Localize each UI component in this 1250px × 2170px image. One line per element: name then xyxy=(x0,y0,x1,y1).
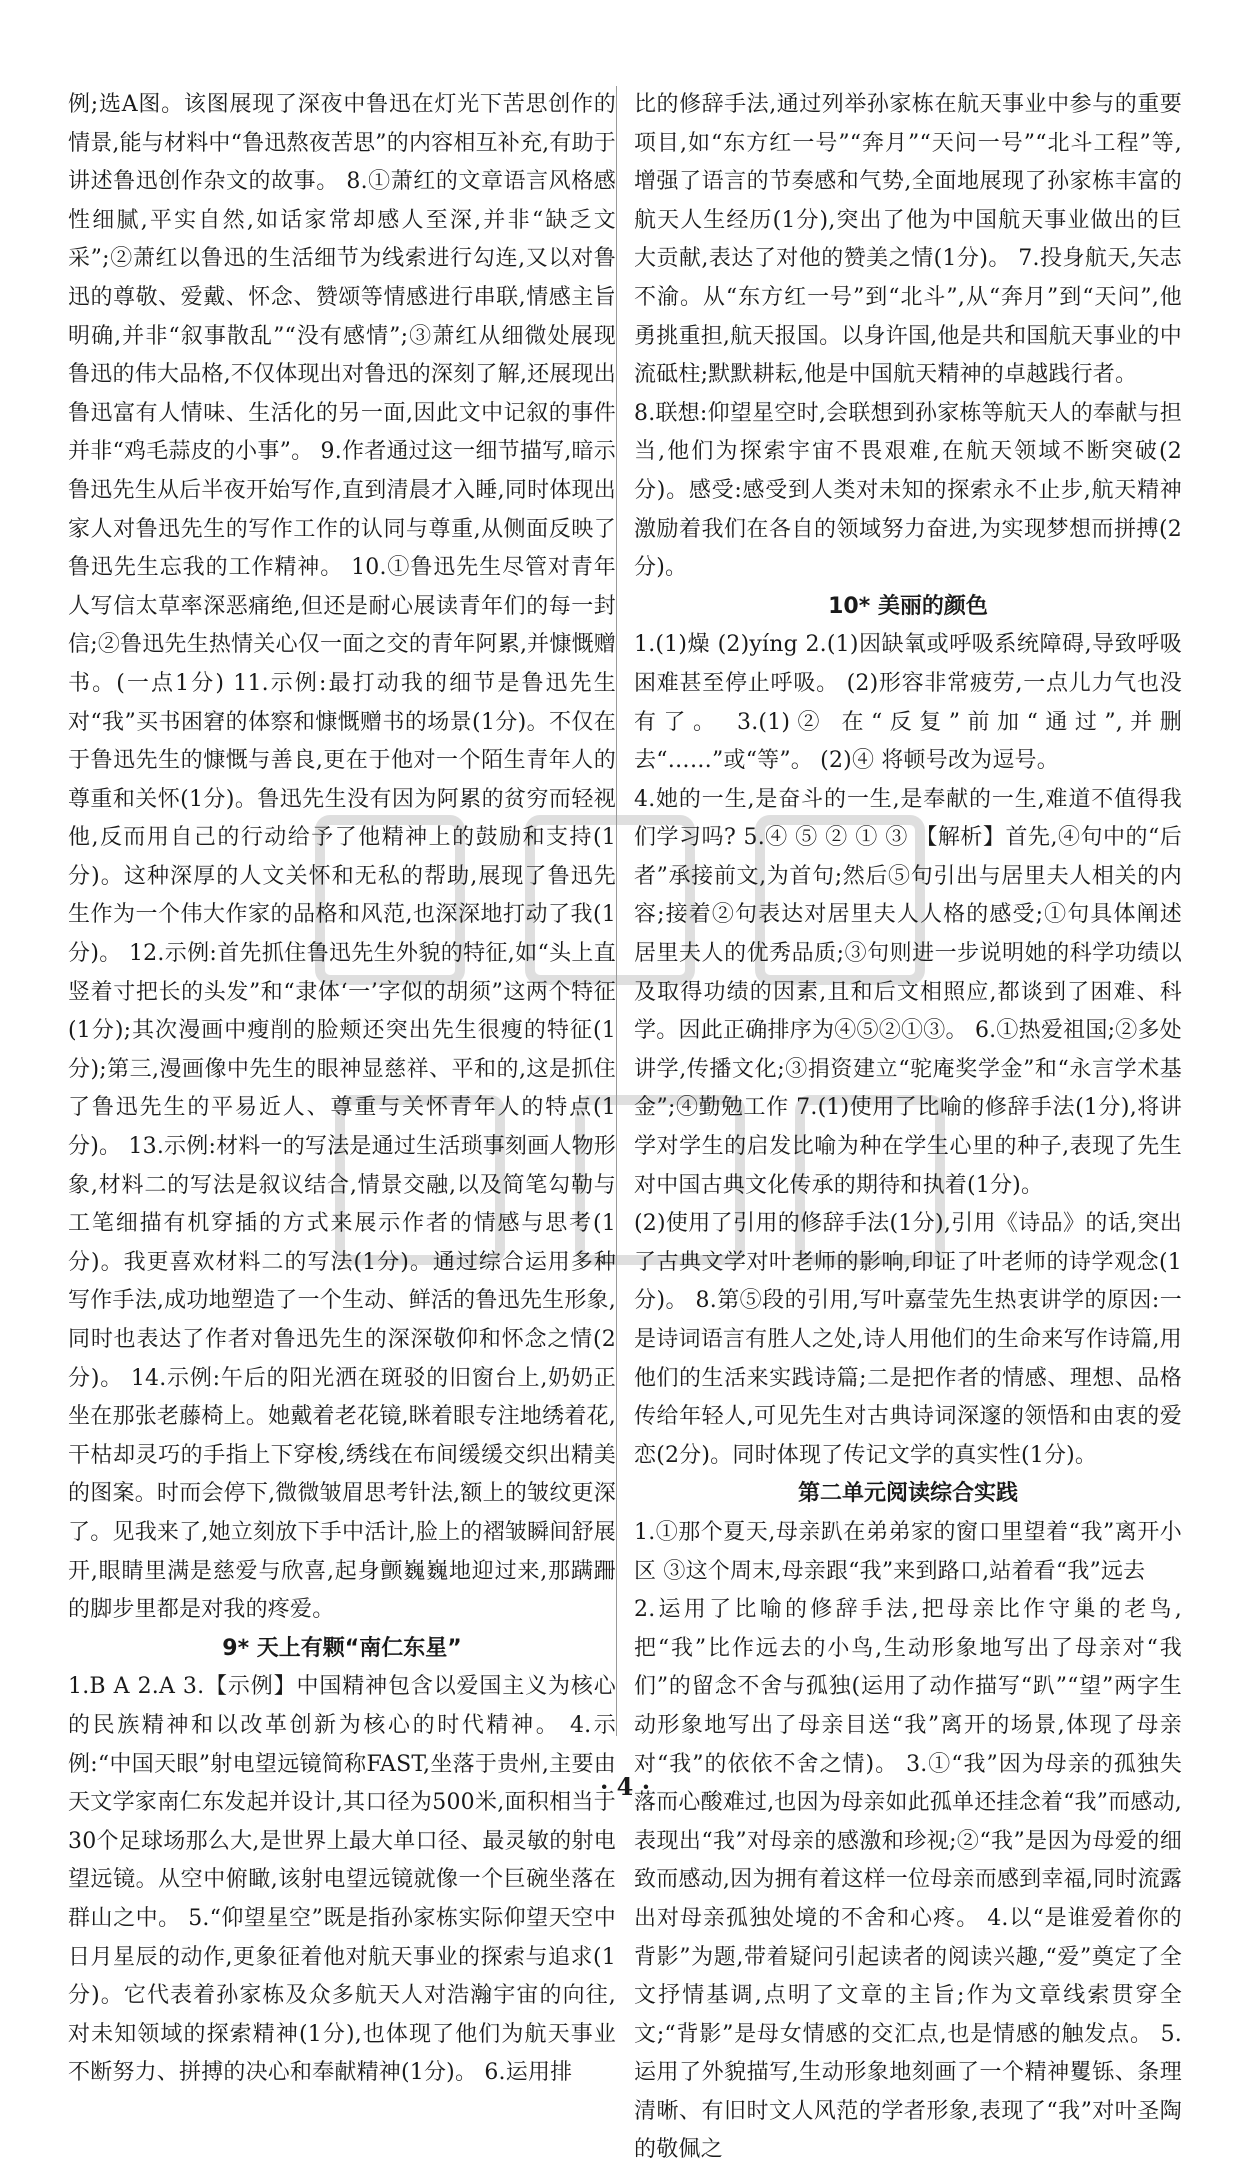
section-title-unit-2-practice: 第二单元阅读综合实践 xyxy=(797,1481,1018,1507)
column-divider xyxy=(616,86,617,1736)
section-title-lesson-10: 10* 美丽的颜色 xyxy=(828,593,988,619)
answer-paragraph-lesson-9-continued: 比的修辞手法,通过列举孙家栋在航天事业中参与的重要项目,如“东方红一号”“奔月”“天问一号”“北斗工程”等,增强了语言的节奏感和气势,全面地展现了孙家栋丰富的航天人生经历(1分),突出了他为中国航天事业做出的巨大贡献,表达了对他的赞美之情(1分)。 7.投身航天,矢志不渝。从“东方红一号”到“北斗”,从“奔月”到“天问”,他勇挑重担,航天报国。以身许国,他是共和国航天事业的中流砥柱;默默耕耘,他是中国航天精神的卓越践行者。 xyxy=(634,92,1182,388)
answer-paragraph-lesson-9: 1.B A 2.A 3.【示例】中国精神包含以爱国主义为核心的民族精神和以改革创新为核心的时代精神。 4.示例:“中国天眼”射电望远镜简称FAST,坐落于贵州,主要由天文学家南仁东发起并设计,其口径为500米,面积相当于30个足球场那么大,是世界上最大单口径、最灵敏的射电望远镜。从空中俯瞰,该射电望远镜就像一个巨碗坐落在群山之中。 5.“仰望星空”既是指孙家栋实际仰望天空中日月星辰的动作,更象征着他对航天事业的探索与追求(1分)。它代表着孙家栋及众多航天人对浩瀚宇宙的向往,对未知领域的探索精神(1分),也体现了他们为航天事业不断努力、拼搏的决心和奉献精神(1分)。 6.运用排 xyxy=(68,1674,616,2086)
answer-paragraph-unit-2-q2-5: 2.运用了比喻的修辞手法,把母亲比作守巢的老鸟,把“我”比作远去的小鸟,生动形象地写出了母亲对“我们”的留念不舍与孤独(运用了动作描写“趴”“望”两字生动形象地写出了母亲目送“我”离开的场景,体现了母亲对“我”的依依不舍之情)。 3.①“我”因为母亲的孤独失落而心酸难过,也因为母亲如此孤单还挂念着“我”而感动,表现出“我”对母亲的感激和珍视;②“我”是因为母爱的细致而感动,因为拥有着这样一位母亲而感到幸福,同时流露出对母亲孤独处境的不舍和心疼。 4.以“是谁爱着你的背影”为题,带着疑问引起读者的阅读兴趣,“爱”奠定了全文抒情基调,点明了文章的主旨;作为文章线索贯穿全文;“背影”是母女情感的交汇点,也是情感的触发点。 5.运用了外貌描写,生动形象地刻画了一个精神矍铄、条理清晰、有旧时文人风范的学者形象,表现了“我”对叶圣陶的敬佩之 xyxy=(634,1597,1182,2163)
answer-paragraph-lesson-9-q8: 8.联想:仰望星空时,会联想到孙家栋等航天人的奉献与担当,他们为探索宇宙不畏艰难,在航天领域不断突破(2分)。感受:感受到人类对未知的探索永不止步,航天精神激励着我们在各自的领域努力奋进,为实现梦想而拼搏(2分)。 xyxy=(634,400,1182,581)
section-title-lesson-9: 9* 天上有颗“南仁东星” xyxy=(222,1635,462,1661)
answer-paragraph-lesson-10-q7-8: (2)使用了引用的修辞手法(1分),引用《诗品》的话,突出了古典文学对叶老师的影响,印证了叶老师的诗学观念(1分)。 8.第⑤段的引用,写叶嘉莹先生热衷讲学的原因:一是诗词语言有胜人之处,诗人用他们的生命来写作诗篇,用他们的生活来实践诗篇;二是把作者的情感、理想、品格传给年轻人,可见先生对古典诗词深邃的领悟和由衷的爱恋(2分)。同时体现了传记文学的真实性(1分)。 xyxy=(634,1211,1182,1468)
answer-paragraph-unit8-continued: 例;选A图。该图展现了深夜中鲁迅在灯光下苦思创作的情景,能与材料中“鲁迅熬夜苦思”的内容相互补充,有助于讲述鲁迅创作杂文的故事。 8.①萧红的文章语言风格感性细腻,平实自然,如话家常却感人至深,并非“缺乏文采”;②萧红以鲁迅的生活细节为线索进行勾连,又以对鲁迅的尊敬、爱戴、怀念、赞颂等情感进行串联,情感主旨明确,并非“叙事散乱”“没有感情”;③萧红从细微处展现鲁迅的伟大品格,不仅体现出对鲁迅的深刻了解,还展现出鲁迅富有人情味、生活化的另一面,因此文中记叙的事件并非“鸡毛蒜皮的小事”。 9.作者通过这一细节描写,暗示鲁迅先生从后半夜开始写作,直到清晨才入睡,同时体现出家人对鲁迅先生的写作工作的认同与尊重,从侧面反映了鲁迅先生忘我的工作精神。 10.①鲁迅先生尽管对青年人写信太草率深恶痛绝,但还是耐心展读青年们的每一封信;②鲁迅先生热情关心仅一面之交的青年阿累,并慷慨赠书。(一点1分) 11.示例:最打动我的细节是鲁迅先生对“我”买书困窘的体察和慷慨赠书的场景(1分)。不仅在于鲁迅先生的慷慨与善良,更在于他对一个陌生青年人的尊重和关怀(1分)。鲁迅先生没有因为阿累的贫穷而轻视他,反而用自己的行动给予了他精神上的鼓励和支持(1分)。这种深厚的人文关怀和无私的帮助,展现了鲁迅先生作为一个伟大作家的品格和风范,也深深地打动了我(1分)。 12.示例:首先抓住鲁迅先生外貌的特征,如“头上直竖着寸把长的头发”和“隶体‘一’字似的胡须”这两个特征(1分);其次漫画中瘦削的脸颊还突出先生很瘦的特征(1分);第三,漫画像中先生的眼神显慈祥、平和的,这是抓住了鲁迅先生的平易近人、尊重与关怀青年人的特点(1分)。 13.示例:材料一的写法是通过生活琐事刻画人物形象,材料二的写法是叙议结合,情景交融,以及简笔勾勒与工笔细描有机穿插的方式来展示作者的情感与思考(1分)。我更喜欢材料二的写法(1分)。通过综合运用多种写作手法,成功地塑造了一个生动、鲜活的鲁迅先生形象,同时也表达了作者对鲁迅先生的深深敬仰和怀念之情(2分)。 14.示例:午后的阳光洒在斑驳的旧窗台上,奶奶正坐在那张老藤椅上。她戴着老花镜,眯着眼专注地绣着花,干枯却灵巧的手指上下穿梭,绣线在布间缓缓交织出精美的图案。时而会停下,微微皱眉思考针法,额上的皱纹更深了。见我来了,她立刻放下手中活计,脸上的褶皱瞬间舒展开,眼睛里满是慈爱与欣喜,起身颤巍巍地迎过来,那蹒跚的脚步里都是对我的疼爱。 xyxy=(68,92,616,1623)
answer-paragraph-lesson-10-q1-3: 1.(1)燥 (2)yíng 2.(1)因缺氧或呼吸系统障碍,导致呼吸困难甚至停止呼吸。 (2)形容非常疲劳,一点儿力气也没有了。 3.(1)② 在“反复”前加“通过”,并删去“……”或“等”。 (2)④ 将顿号改为逗号。 xyxy=(634,632,1182,774)
answer-paragraph-lesson-10-q4-7: 4.她的一生,是奋斗的一生,是奉献的一生,难道不值得我们学习吗? 5.④ ⑤ ② ① ③ 【解析】首先,④句中的“后者”承接前文,为首句;然后⑤句引出与居里夫人相关的内容;接着②句表达对居里夫人人格的感受;①句具体阐述居里夫人的优秀品质;③句则进一步说明她的科学功绩以及取得功绩的因素,且和后文相照应,都谈到了困难、科学。因此正确排序为④⑤②①③。 6.①热爱祖国;②多处讲学,传播文化;③捐资建立“驼庵奖学金”和“永言学术基金”;④勤勉工作 7.(1)使用了比喻的修辞手法(1分),将讲学对学生的启发比喻为种在学生心里的种子,表现了先生对中国古典文化传承的期待和执着(1分)。 xyxy=(634,786,1182,1198)
answer-paragraph-unit-2-q1: 1.①那个夏天,母亲趴在弟弟家的窗口里望着“我”离开小区 ③这个周末,母亲跟“我”来到路口,站着看“我”远去 xyxy=(634,1519,1182,1584)
page-number: · 4 · xyxy=(599,1772,651,1801)
right-column xyxy=(634,86,1182,2170)
